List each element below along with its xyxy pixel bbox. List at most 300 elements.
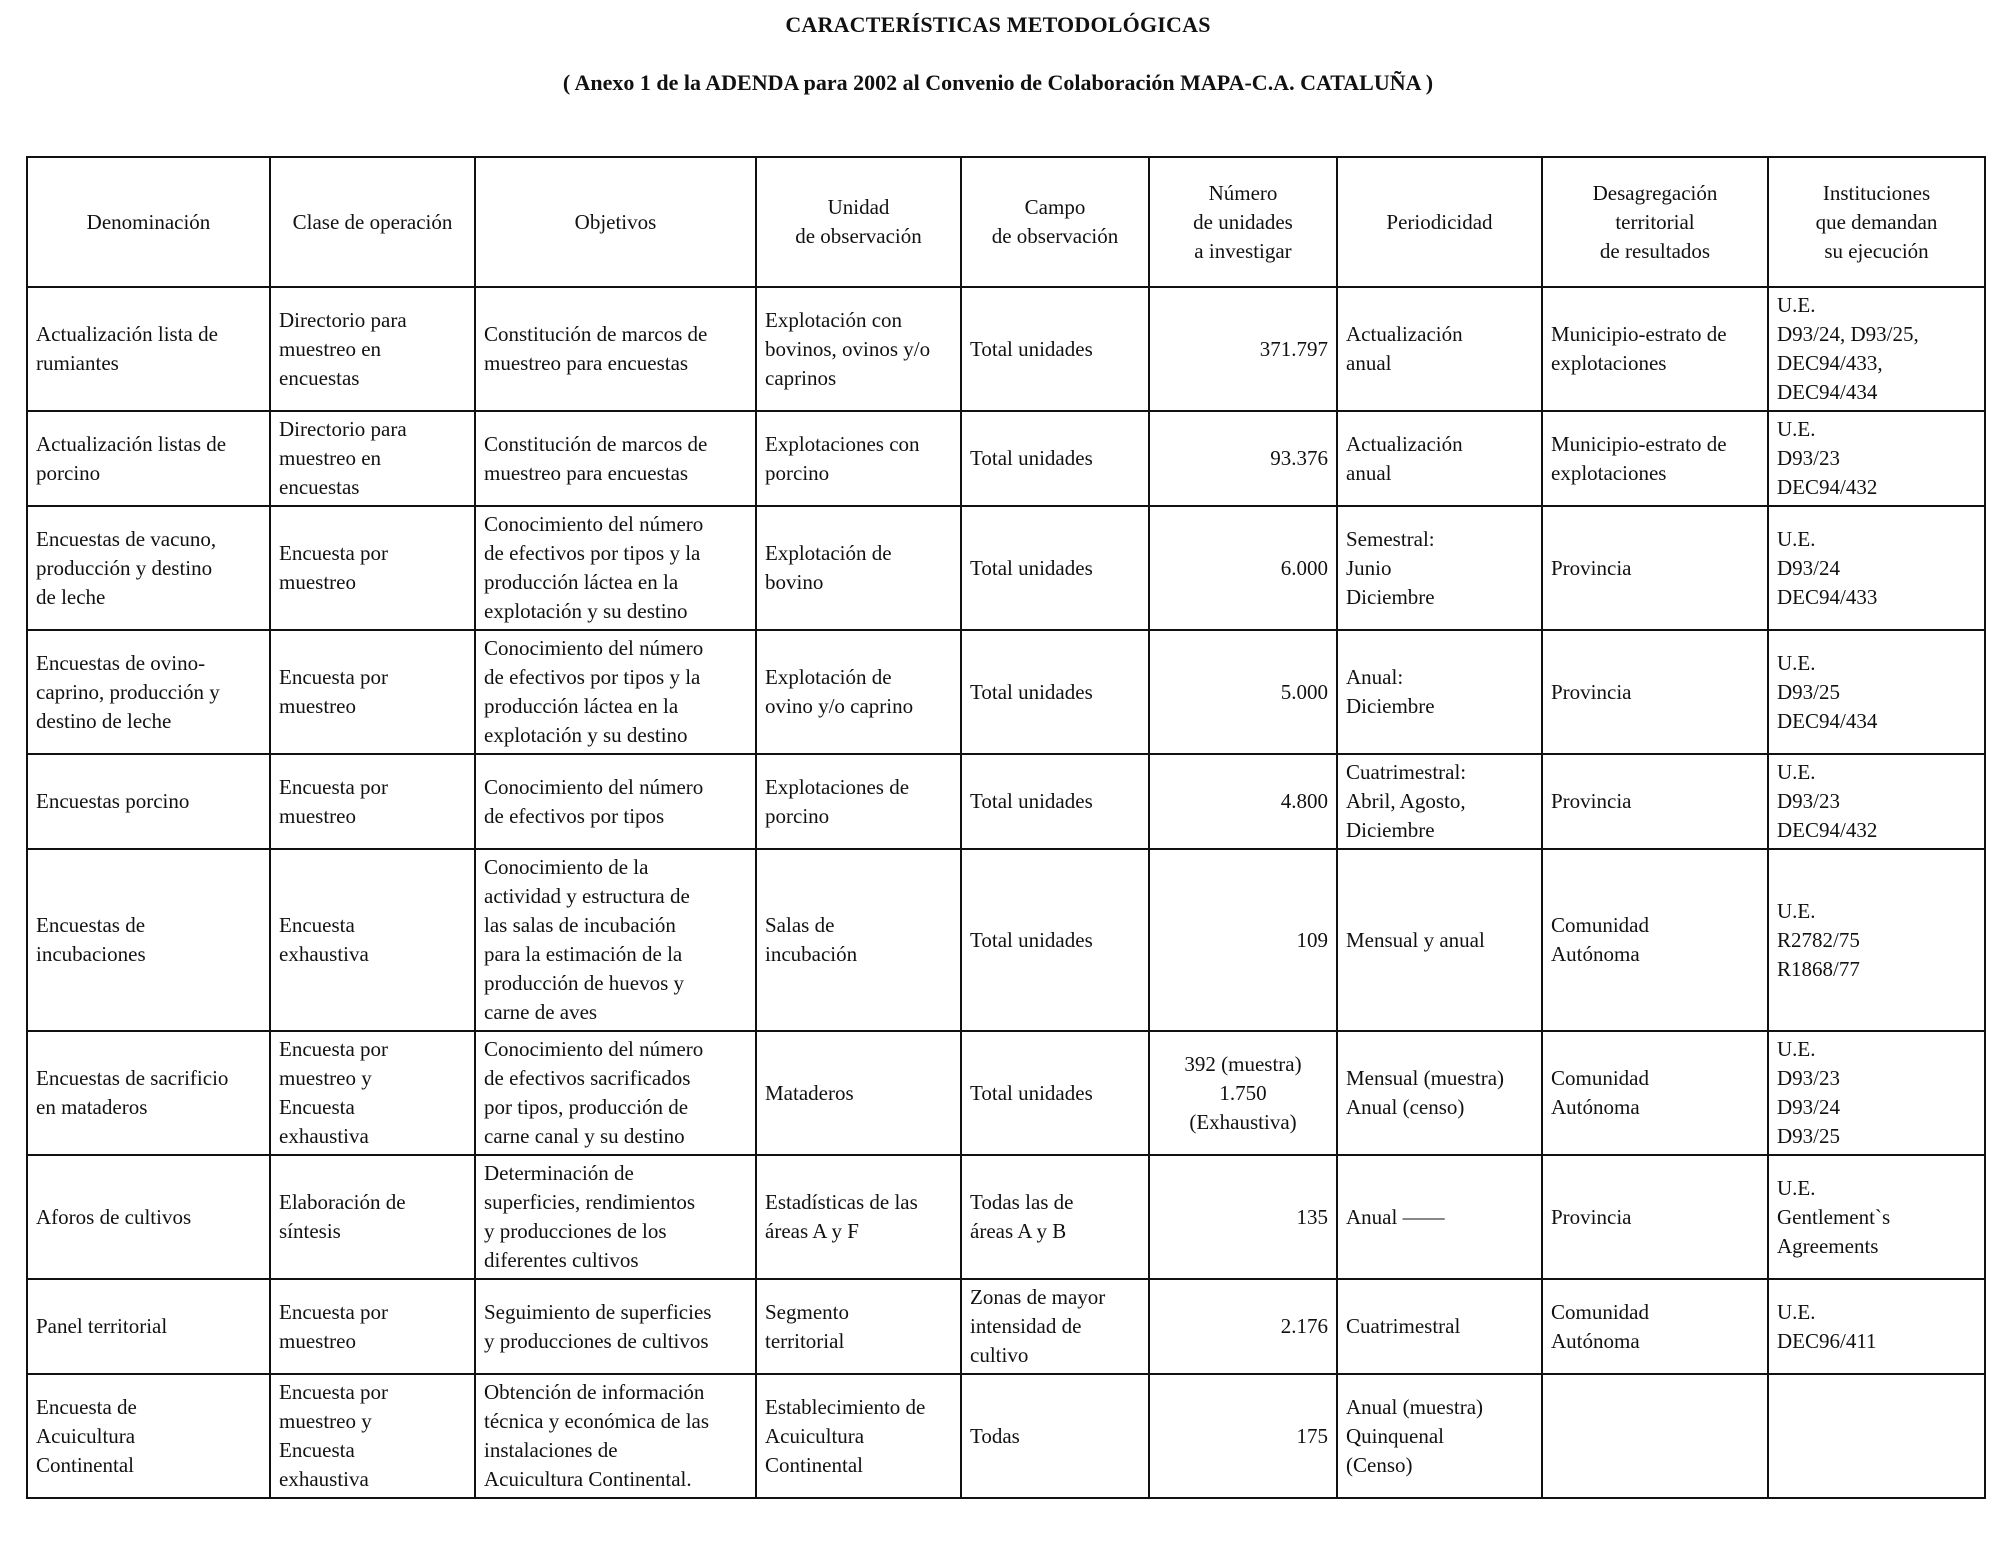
cell-instituciones [1768, 1279, 1985, 1374]
cell-text-line: Encuestas de [36, 913, 146, 937]
cell-text-line: de leche [36, 584, 106, 609]
cell-text-line: producción láctea en la [484, 570, 679, 594]
header-denominacion [27, 157, 270, 287]
cell-text-line: carne canal y su destino [484, 1124, 685, 1148]
cell-text-line: R1868/77 [1777, 956, 1860, 981]
cell-text-line: Encuesta por [279, 1037, 389, 1061]
header-clase-operacion [270, 157, 475, 287]
cell-text-line: DEC94/432 [1777, 475, 1878, 499]
cell-text-line: Total unidades [970, 555, 1093, 580]
cell-text-line: muestreo en [279, 336, 382, 361]
cell-text-line: Encuestas de ovino- [36, 650, 206, 675]
cell-instituciones [1768, 287, 1985, 411]
cell-campo [961, 1031, 1149, 1155]
cell-campo [961, 506, 1149, 630]
cell-objetivos [475, 506, 756, 630]
cell-denominacion [27, 1374, 270, 1498]
cell-periodicidad [1337, 411, 1542, 506]
cell-campo [961, 1155, 1149, 1279]
cell-text-line: 2.176 [1280, 1314, 1328, 1338]
cell-text-line: Actualización [1346, 322, 1463, 346]
cell-text-line: anual [1346, 351, 1392, 375]
cell-text-line: Conocimiento de la [484, 855, 649, 879]
cell-numero [1149, 1155, 1337, 1279]
cell-text-line: por tipos, producción de [484, 1095, 689, 1119]
cell-text-line: cultivo [970, 1343, 1029, 1367]
cell-text-line: Conocimiento del número [484, 1037, 704, 1061]
cell-clase [270, 411, 475, 506]
cell-text-line: Cuatrimestral: [1346, 760, 1467, 784]
cell-clase [270, 754, 475, 849]
cell-unidad [756, 411, 961, 506]
cell-text-line: Autónoma [1551, 942, 1640, 966]
cell-text-line: caprino, producción y [36, 679, 220, 704]
cell-text-line: Actualización [1346, 431, 1463, 456]
cell-text-line: R2782/75 [1777, 927, 1860, 952]
cell-instituciones [1768, 411, 1985, 506]
header-periodicidad [1337, 157, 1542, 287]
cell-text-line: exhaustiva [279, 1124, 369, 1148]
header-text-line: Periodicidad [1386, 209, 1493, 234]
cell-clase [270, 1031, 475, 1155]
cell-text-line: incubación [765, 942, 858, 966]
cell-text-line: Actualización listas de [36, 431, 227, 456]
cell-text-line: de efectivos por tipos y la [484, 541, 701, 565]
cell-numero [1149, 506, 1337, 630]
cell-text-line: D93/25 [1777, 679, 1840, 704]
header-text-line: Clase de operación [292, 209, 453, 234]
cell-text-line: destino de leche [36, 708, 172, 733]
cell-text-line: Panel territorial [36, 1314, 168, 1338]
cell-denominacion [27, 506, 270, 630]
cell-text-line: Cuatrimestral [1346, 1314, 1461, 1338]
cell-text-line: Encuesta por [279, 1299, 389, 1324]
cell-denominacion [27, 630, 270, 754]
cell-desagregacion [1542, 411, 1768, 506]
cell-text-line: Encuesta [279, 1095, 355, 1119]
cell-desagregacion [1542, 849, 1768, 1031]
cell-instituciones [1768, 754, 1985, 849]
page-title: CARACTERÍSTICAS METODOLÓGICAS [785, 12, 1211, 37]
methodology-table [26, 156, 1986, 1499]
cell-text-line: porcino [765, 460, 830, 485]
cell-instituciones [1768, 506, 1985, 630]
cell-text-line: Total unidades [970, 679, 1093, 704]
cell-objetivos [475, 411, 756, 506]
cell-text-line: muestreo [279, 1328, 356, 1353]
cell-clase [270, 1374, 475, 1498]
cell-text-line: porcino [765, 803, 830, 828]
cell-text-line: Autónoma [1551, 1328, 1640, 1353]
cell-clase [270, 630, 475, 754]
cell-clase [270, 287, 475, 411]
cell-text-line: DEC94/434 [1777, 380, 1878, 404]
cell-text-line: U.E. [1777, 898, 1816, 923]
table-row [27, 1374, 1985, 1498]
cell-text-line: Determinación de [484, 1161, 634, 1185]
cell-clase [270, 849, 475, 1031]
cell-campo [961, 1279, 1149, 1374]
cell-text-line: explotación y su destino [484, 723, 688, 747]
cell-campo [961, 630, 1149, 754]
cell-text-line: 4.800 [1280, 789, 1328, 813]
cell-text-line: Diciembre [1346, 584, 1435, 609]
cell-text-line: Municipio-estrato de [1551, 322, 1727, 346]
cell-campo [961, 287, 1149, 411]
cell-denominacion [27, 1279, 270, 1374]
cell-text-line: Diciembre [1346, 818, 1435, 842]
cell-text-line: y producciones de los [484, 1219, 667, 1243]
cell-text-line: para la estimación de la [484, 942, 683, 966]
cell-text-line: DEC96/411 [1777, 1328, 1877, 1353]
cell-periodicidad [1337, 630, 1542, 754]
cell-text-line: Zonas de mayor [970, 1285, 1106, 1309]
table-body [27, 287, 1985, 1498]
cell-text-line: U.E. [1777, 1175, 1816, 1200]
cell-text-line: Encuesta [279, 913, 355, 937]
cell-text-line: Total unidades [970, 336, 1093, 361]
cell-periodicidad [1337, 1279, 1542, 1374]
cell-campo [961, 1374, 1149, 1498]
cell-text-line: 93.376 [1270, 446, 1328, 470]
cell-instituciones [1768, 1031, 1985, 1155]
cell-text-line: Encuestas porcino [36, 789, 190, 813]
cell-text-line: Obtención de información [484, 1380, 705, 1404]
cell-denominacion [27, 1031, 270, 1155]
cell-text-line: Segmento [765, 1299, 849, 1324]
cell-campo [961, 754, 1149, 849]
table-row [27, 1155, 1985, 1279]
cell-text-line: exhaustiva [279, 1467, 369, 1491]
cell-text-line: DEC94/433 [1777, 584, 1878, 609]
cell-text-line: síntesis [279, 1219, 341, 1243]
cell-text-line: exhaustiva [279, 942, 369, 966]
cell-text-line: explotación y su destino [484, 599, 688, 623]
cell-instituciones [1768, 849, 1985, 1031]
cell-text-line: DEC94/434 [1777, 708, 1878, 733]
cell-text-line: Anual (muestra) [1346, 1394, 1484, 1419]
table-row [27, 754, 1985, 849]
cell-text-line: Directorio para [279, 417, 407, 441]
cell-text-line: Junio [1346, 555, 1392, 580]
cell-denominacion [27, 754, 270, 849]
cell-text-line: Estadísticas de las [765, 1190, 918, 1214]
cell-text-line: encuestas [279, 365, 360, 390]
cell-periodicidad [1337, 506, 1542, 630]
cell-text-line: 392 (muestra) [1184, 1051, 1302, 1076]
cell-objetivos [475, 754, 756, 849]
cell-text-line: actividad y estructura de [484, 884, 690, 908]
cell-text-line: D93/24 [1777, 1095, 1840, 1119]
cell-text-line: D93/24 [1777, 555, 1840, 580]
cell-denominacion [27, 287, 270, 411]
cell-text-line: muestreo [279, 803, 356, 828]
cell-text-line: U.E. [1777, 293, 1816, 317]
cell-text-line: Acuicultura [36, 1423, 136, 1448]
cell-text-line: 135 [1296, 1204, 1328, 1229]
cell-instituciones [1768, 630, 1985, 754]
cell-periodicidad [1337, 1031, 1542, 1155]
cell-text-line: rumiantes [36, 351, 119, 375]
cell-text-line: Explotaciones de [765, 774, 910, 799]
cell-numero [1149, 1374, 1337, 1498]
cell-text-line: bovino [765, 570, 824, 594]
cell-desagregacion [1542, 1279, 1768, 1374]
cell-text-line: Conocimiento del número [484, 512, 704, 536]
cell-unidad [756, 849, 961, 1031]
cell-text-line: Encuesta [279, 1438, 355, 1462]
cell-text-line: Encuestas de sacrificio [36, 1066, 229, 1090]
cell-text-line: muestreo para encuestas [484, 351, 689, 375]
cell-text-line: U.E. [1777, 1037, 1816, 1061]
header-text-line: Instituciones [1822, 180, 1931, 205]
cell-text-line: Semestral: [1346, 526, 1435, 551]
cell-text-line: Explotación de [765, 665, 892, 689]
cell-text-line: Total unidades [970, 1080, 1093, 1105]
cell-numero [1149, 1279, 1337, 1374]
cell-text-line: (Exhaustiva) [1189, 1109, 1297, 1134]
header-text-line: Campo [1024, 195, 1086, 219]
cell-unidad [756, 506, 961, 630]
header-objetivos [475, 157, 756, 287]
cell-text-line: Abril, Agosto, [1346, 789, 1466, 813]
cell-text-line: Mensual (muestra) [1346, 1066, 1505, 1090]
cell-text-line: D93/25 [1777, 1124, 1840, 1148]
cell-text-line: muestreo en [279, 446, 382, 470]
cell-text-line: Mensual y anual [1346, 927, 1485, 952]
cell-text-line: Conocimiento del número [484, 774, 704, 799]
cell-text-line: Constitución de marcos de [484, 322, 708, 346]
cell-text-line: 5.000 [1280, 679, 1328, 704]
cell-text-line: técnica y económica de las [484, 1409, 710, 1433]
header-text-line: Unidad [827, 195, 890, 219]
header-text-line: Objetivos [574, 209, 657, 234]
cell-text-line: Anual (censo) [1346, 1095, 1465, 1119]
cell-text-line: caprinos [765, 365, 837, 390]
cell-numero [1149, 1031, 1337, 1155]
cell-text-line: muestreo [279, 570, 356, 594]
cell-text-line: Provincia [1551, 1204, 1632, 1229]
cell-text-line: porcino [36, 460, 101, 485]
cell-objetivos [475, 1374, 756, 1498]
cell-text-line: Provincia [1551, 679, 1632, 704]
header-unidad-observacion [756, 157, 961, 287]
cell-unidad [756, 1155, 961, 1279]
cell-text-line: explotaciones [1551, 351, 1667, 375]
cell-text-line: Elaboración de [279, 1190, 406, 1214]
cell-text-line: carne de aves [484, 1000, 598, 1024]
table-row [27, 630, 1985, 754]
cell-periodicidad [1337, 1155, 1542, 1279]
cell-text-line: Directorio para [279, 307, 407, 332]
cell-text-line: Constitución de marcos de [484, 431, 708, 456]
cell-desagregacion [1542, 1155, 1768, 1279]
cell-text-line: Explotación con [765, 307, 903, 332]
cell-desagregacion [1542, 287, 1768, 411]
cell-text-line: instalaciones de [484, 1438, 618, 1462]
cell-clase [270, 1279, 475, 1374]
cell-text-line: Todas las de [970, 1190, 1074, 1214]
cell-periodicidad [1337, 1374, 1542, 1498]
cell-objetivos [475, 287, 756, 411]
cell-text-line: Total unidades [970, 789, 1093, 813]
cell-text-line: superficies, rendimientos [484, 1190, 696, 1214]
cell-text-line: de efectivos sacrificados [484, 1066, 691, 1090]
cell-text-line: Autónoma [1551, 1095, 1640, 1119]
table-row [27, 506, 1985, 630]
cell-text-line: Explotaciones con [765, 431, 920, 456]
cell-text-line: 175 [1296, 1423, 1328, 1448]
header-text-line: Desagregación [1592, 180, 1718, 205]
cell-unidad [756, 287, 961, 411]
header-text-line: de unidades [1193, 209, 1293, 234]
cell-instituciones [1768, 1155, 1985, 1279]
cell-text-line: Continental [36, 1452, 134, 1477]
cell-text-line: Provincia [1551, 789, 1632, 813]
cell-text-line: producción láctea en la [484, 694, 679, 718]
cell-text-line: 109 [1296, 927, 1328, 952]
cell-text-line: U.E. [1777, 650, 1816, 675]
cell-text-line: Mataderos [765, 1080, 854, 1105]
cell-text-line: U.E. [1777, 417, 1816, 441]
cell-text-line: D93/23 [1777, 1066, 1840, 1090]
cell-periodicidad [1337, 754, 1542, 849]
cell-text-line: D93/23 [1777, 446, 1840, 470]
cell-text-line: muestreo [279, 694, 356, 718]
cell-text-line: Encuesta por [279, 665, 389, 689]
cell-text-line: Agreements [1777, 1233, 1879, 1258]
cell-text-line: las salas de incubación [484, 913, 676, 937]
cell-text-line: Continental [765, 1452, 863, 1477]
cell-desagregacion [1542, 630, 1768, 754]
cell-text-line: 371.797 [1259, 336, 1328, 361]
cell-text-line: de efectivos por tipos [484, 803, 665, 828]
cell-text-line: DEC94/433, [1777, 351, 1883, 375]
cell-desagregacion [1542, 1374, 1768, 1498]
cell-text-line: Explotación de [765, 541, 892, 565]
cell-periodicidad [1337, 287, 1542, 411]
cell-text-line: ovino y/o caprino [765, 694, 914, 718]
header-instituciones [1768, 157, 1985, 287]
cell-text-line: Gentlement`s [1777, 1204, 1891, 1229]
cell-unidad [756, 630, 961, 754]
cell-unidad [756, 754, 961, 849]
cell-text-line: y producciones de cultivos [484, 1328, 709, 1353]
cell-text-line: Todas [970, 1423, 1020, 1448]
header-text-line: Denominación [86, 209, 211, 234]
cell-text-line: encuestas [279, 475, 360, 499]
cell-clase [270, 506, 475, 630]
cell-desagregacion [1542, 506, 1768, 630]
cell-text-line: diferentes cultivos [484, 1248, 639, 1272]
cell-text-line: producción y destino [36, 555, 213, 580]
cell-unidad [756, 1031, 961, 1155]
header-text-line: a investigar [1194, 238, 1292, 263]
cell-text-line: Encuesta por [279, 1380, 389, 1404]
table-row [27, 1031, 1985, 1155]
cell-text-line: Total unidades [970, 927, 1093, 952]
cell-clase [270, 1155, 475, 1279]
table-header [27, 157, 1985, 287]
cell-text-line: Total unidades [970, 446, 1093, 470]
cell-text-line: intensidad de [970, 1314, 1082, 1338]
cell-text-line: Quinquenal [1346, 1423, 1444, 1448]
cell-campo [961, 849, 1149, 1031]
cell-text-line: Establecimiento de [765, 1394, 926, 1419]
cell-denominacion [27, 411, 270, 506]
cell-numero [1149, 754, 1337, 849]
cell-text-line: Encuesta por [279, 774, 389, 799]
cell-objetivos [475, 1031, 756, 1155]
cell-numero [1149, 411, 1337, 506]
cell-instituciones [1768, 1374, 1985, 1498]
cell-text-line: D93/23 [1777, 789, 1840, 813]
cell-text-line: áreas A y F [765, 1219, 859, 1243]
cell-objetivos [475, 1279, 756, 1374]
cell-desagregacion [1542, 754, 1768, 849]
cell-text-line: Provincia [1551, 555, 1632, 580]
header-text-line: de observación [991, 224, 1119, 248]
cell-text-line: Acuicultura Continental. [484, 1467, 692, 1491]
header-text-line: de observación [795, 224, 922, 248]
table-row [27, 1279, 1985, 1374]
cell-text-line: anual [1346, 460, 1392, 485]
cell-text-line: muestreo y [279, 1066, 372, 1090]
table-row [27, 287, 1985, 411]
cell-text-line: áreas A y B [970, 1219, 1067, 1243]
header-numero-unidades [1149, 157, 1337, 287]
cell-periodicidad [1337, 849, 1542, 1031]
cell-text-line: Encuestas de vacuno, [36, 526, 217, 551]
cell-denominacion [27, 1155, 270, 1279]
header-row [27, 157, 1985, 287]
cell-text-line: U.E. [1777, 760, 1816, 784]
table-row [27, 849, 1985, 1031]
header-desagregacion [1542, 157, 1768, 287]
cell-objetivos [475, 630, 756, 754]
cell-text-line: de efectivos por tipos y la [484, 665, 701, 689]
header-text-line: de resultados [1599, 238, 1711, 263]
cell-text-line: muestreo para encuestas [484, 460, 689, 485]
cell-text-line: 6.000 [1280, 555, 1328, 580]
cell-text-line: Seguimiento de superficies [484, 1299, 712, 1324]
cell-text-line: U.E. [1777, 1299, 1816, 1324]
cell-numero [1149, 630, 1337, 754]
cell-text-line: en mataderos [36, 1095, 148, 1119]
header-text-line: que demandan [1815, 209, 1938, 234]
cell-text-line: Salas de [765, 913, 835, 937]
cell-text-line: bovinos, ovinos y/o [765, 336, 931, 361]
cell-text-line: producción de huevos y [484, 971, 685, 995]
header-text-line: territorial [1615, 209, 1695, 234]
cell-objetivos [475, 1155, 756, 1279]
cell-numero [1149, 849, 1337, 1031]
cell-text-line: Diciembre [1346, 694, 1435, 718]
cell-text-line: muestreo y [279, 1409, 372, 1433]
cell-text-line: Comunidad [1551, 1066, 1649, 1090]
cell-text-line: 1.750 [1219, 1080, 1267, 1105]
cell-unidad [756, 1374, 961, 1498]
cell-text-line: explotaciones [1551, 460, 1667, 485]
header-text-line: Número [1208, 180, 1278, 205]
cell-text-line: Encuesta por [279, 541, 389, 565]
cell-text-line: territorial [765, 1328, 845, 1353]
cell-text-line: D93/24, D93/25, [1777, 322, 1919, 346]
cell-text-line: Actualización lista de [36, 322, 218, 346]
cell-numero [1149, 287, 1337, 411]
header-text-line: su ejecución [1824, 238, 1929, 263]
header-campo-observacion [961, 157, 1149, 287]
